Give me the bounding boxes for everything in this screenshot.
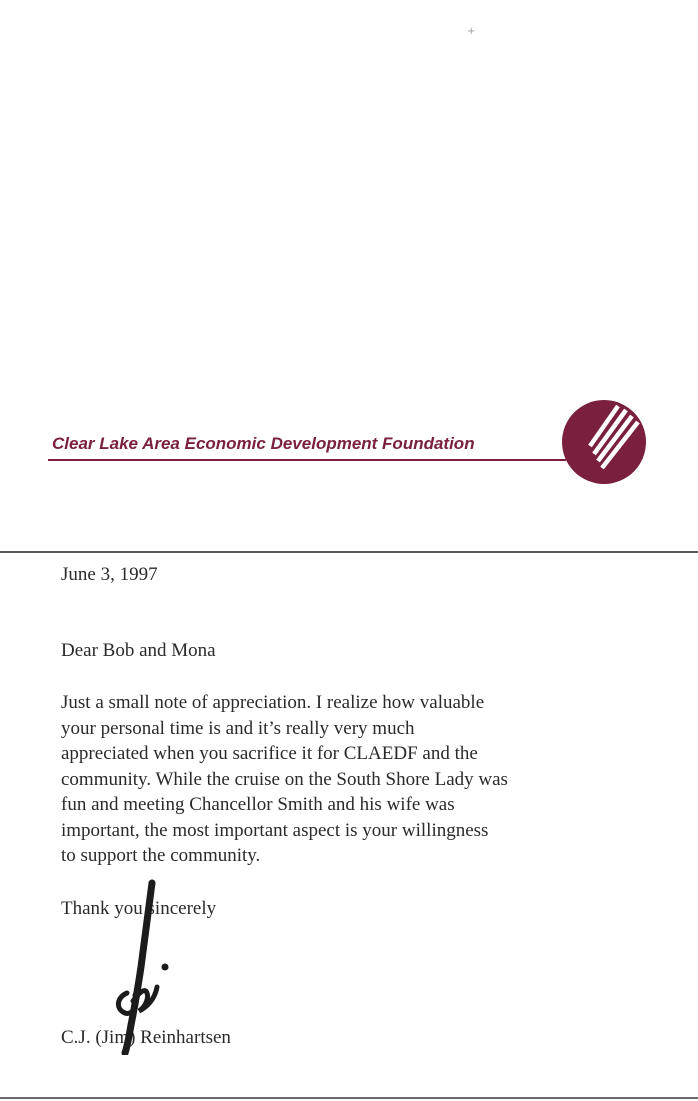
letter-salutation: Dear Bob and Mona (61, 640, 216, 661)
signer-name: C.J. (Jim) Reinhartsen (61, 1027, 231, 1048)
bottom-edge-line (0, 1097, 698, 1099)
scan-speck: + (467, 26, 476, 37)
body-line: Just a small note of appreciation. I realize how valuable (61, 692, 485, 713)
body-line: appreciated when you sacrifice it for CLAEDF and the (61, 743, 478, 764)
letter-body (61, 690, 581, 869)
striped-circle-logo-icon (560, 398, 648, 486)
letter-date: June 3, 1997 (61, 564, 158, 585)
letterhead-rule (48, 459, 566, 461)
letter-closing: Thank you sincerely (61, 898, 217, 919)
body-line: to support the community. (61, 845, 261, 866)
handwritten-signature-icon (105, 875, 185, 1055)
organization-name: Clear Lake Area Economic Development Foundation (52, 434, 475, 453)
body-line: important, the most important aspect is your willingness (61, 819, 489, 841)
body-line: your personal time is and it’s really very much (61, 717, 415, 739)
body-line: fun and meeting Chancellor Smith and his wife was (61, 794, 455, 815)
fold-line (0, 551, 698, 553)
body-line: community. While the cruise on the South Shore Lady was (61, 768, 508, 790)
